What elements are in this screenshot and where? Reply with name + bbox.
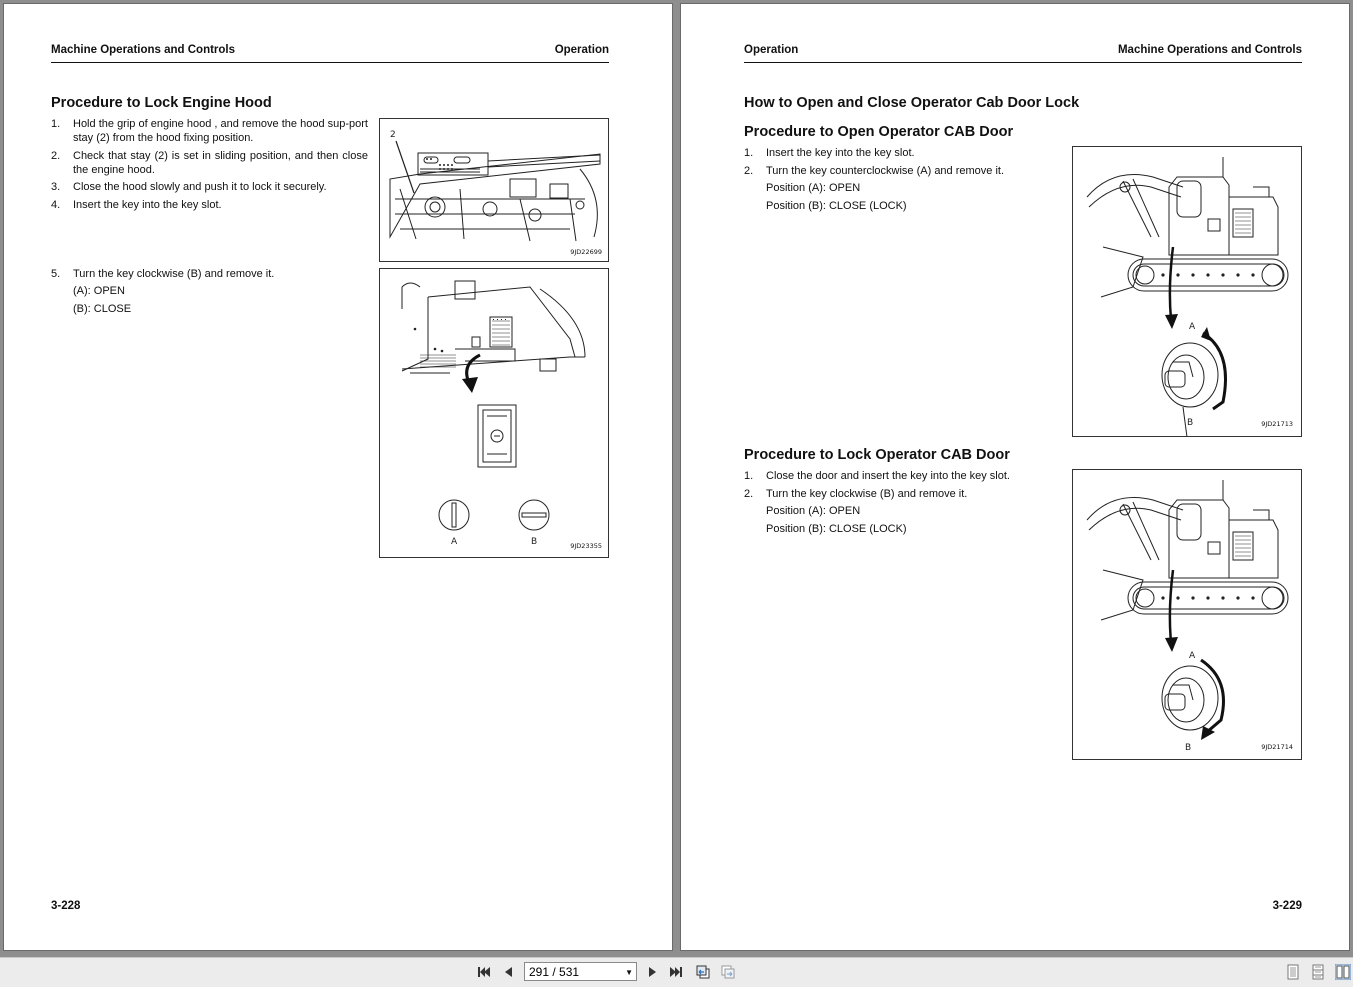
step-text: Insert the key into the key slot.	[73, 199, 222, 211]
running-header-left: Operation	[744, 44, 799, 56]
step-number: 5.	[51, 268, 61, 280]
go-forward-view-icon[interactable]	[720, 964, 736, 980]
figure-callout-2: 2	[390, 130, 396, 140]
excavator-lock-illustration	[1073, 470, 1301, 759]
list-item	[744, 469, 1064, 484]
figure-code: 9JD21713	[1261, 420, 1293, 428]
first-page-icon[interactable]	[476, 964, 492, 980]
go-back-view-icon[interactable]	[695, 964, 711, 980]
step-text: Hold the grip of engine hood , and remove the hood sup-port stay (2) from the hood fixing position.	[73, 118, 368, 144]
running-header-right: Operation	[554, 44, 609, 56]
list-item	[51, 117, 368, 147]
page-number-input[interactable]	[529, 964, 619, 979]
section-heading: Procedure to Lock Engine Hood	[51, 95, 272, 111]
step-text: Insert the key into the key slot.	[766, 147, 915, 159]
figure-label-a: A	[451, 537, 458, 547]
step-number: 2.	[744, 488, 754, 500]
figure-code: 9JD22699	[570, 248, 602, 256]
last-page-icon[interactable]	[668, 964, 684, 980]
page-number: 3-228	[51, 900, 81, 912]
list-item	[744, 164, 1064, 179]
header-rule	[744, 62, 1302, 63]
page-number: 3-229	[1272, 900, 1302, 912]
list-item	[744, 146, 1064, 161]
excavator-open-door-figure	[1072, 146, 1302, 437]
figure-label-a: A	[1189, 651, 1196, 661]
header-rule	[51, 62, 609, 63]
page-right	[681, 4, 1349, 950]
step-text: Check that stay (2) is set in sliding position, and then close the engine hood.	[73, 150, 368, 176]
page-left	[4, 4, 672, 950]
position-b-text: Position (B): CLOSE (LOCK)	[766, 523, 907, 535]
two-page-view-icon[interactable]	[1335, 964, 1351, 980]
excavator-lock-door-figure	[1072, 469, 1302, 760]
figure-label-b: B	[531, 537, 538, 547]
position-a-text: (A): OPEN	[73, 285, 125, 297]
figure-code: 9JD23355	[570, 542, 602, 550]
running-header-right: Machine Operations and Controls	[1117, 44, 1302, 56]
step-number: 2.	[744, 165, 754, 177]
step-text: Turn the key clockwise (B) and remove it.	[73, 268, 275, 280]
list-item	[744, 487, 1064, 502]
list-item	[51, 267, 368, 282]
single-page-view-icon[interactable]	[1285, 964, 1301, 980]
step-text: Close the door and insert the key into the key slot.	[766, 470, 1010, 482]
excavator-open-illustration	[1073, 147, 1301, 436]
key-slot-illustration	[380, 269, 608, 557]
engine-hood-figure	[379, 118, 609, 262]
step-number: 1.	[744, 147, 754, 159]
step-number: 1.	[51, 118, 61, 130]
page-number-field[interactable]	[524, 962, 637, 981]
figure-code: 9JD21714	[1261, 743, 1293, 751]
page-dropdown-icon[interactable]: ▼	[625, 968, 633, 977]
step-number: 3.	[51, 181, 61, 193]
running-header-left: Machine Operations and Controls	[51, 44, 236, 56]
next-page-icon[interactable]	[645, 964, 661, 980]
step-text: Turn the key counterclockwise (A) and remove it.	[766, 165, 1005, 177]
page-title: How to Open and Close Operator Cab Door Lock	[744, 95, 1080, 111]
section-heading: Procedure to Open Operator CAB Door	[744, 124, 1014, 140]
step-number: 2.	[51, 150, 61, 162]
position-b-text: (B): CLOSE	[73, 303, 132, 315]
figure-label-b: B	[1185, 743, 1192, 753]
step-number: 4.	[51, 199, 61, 211]
viewer-toolbar	[0, 957, 1353, 987]
position-a-text: Position (A): OPEN	[766, 505, 861, 517]
previous-page-icon[interactable]	[500, 964, 516, 980]
engine-hood-illustration	[380, 119, 608, 261]
position-b-text: Position (B): CLOSE (LOCK)	[766, 200, 907, 212]
step-text: Turn the key clockwise (B) and remove it.	[766, 488, 968, 500]
list-item	[51, 149, 368, 179]
list-item	[51, 180, 368, 195]
step-text: Close the hood slowly and push it to lock it securely.	[73, 181, 327, 193]
section-heading: Procedure to Lock Operator CAB Door	[744, 447, 1010, 463]
list-item	[51, 198, 368, 213]
position-a-text: Position (A): OPEN	[766, 182, 861, 194]
figure-label-a: A	[1189, 322, 1196, 332]
step-number: 1.	[744, 470, 754, 482]
figure-label-b: B	[1187, 418, 1194, 428]
key-slot-figure	[379, 268, 609, 558]
continuous-view-icon[interactable]	[1310, 964, 1326, 980]
